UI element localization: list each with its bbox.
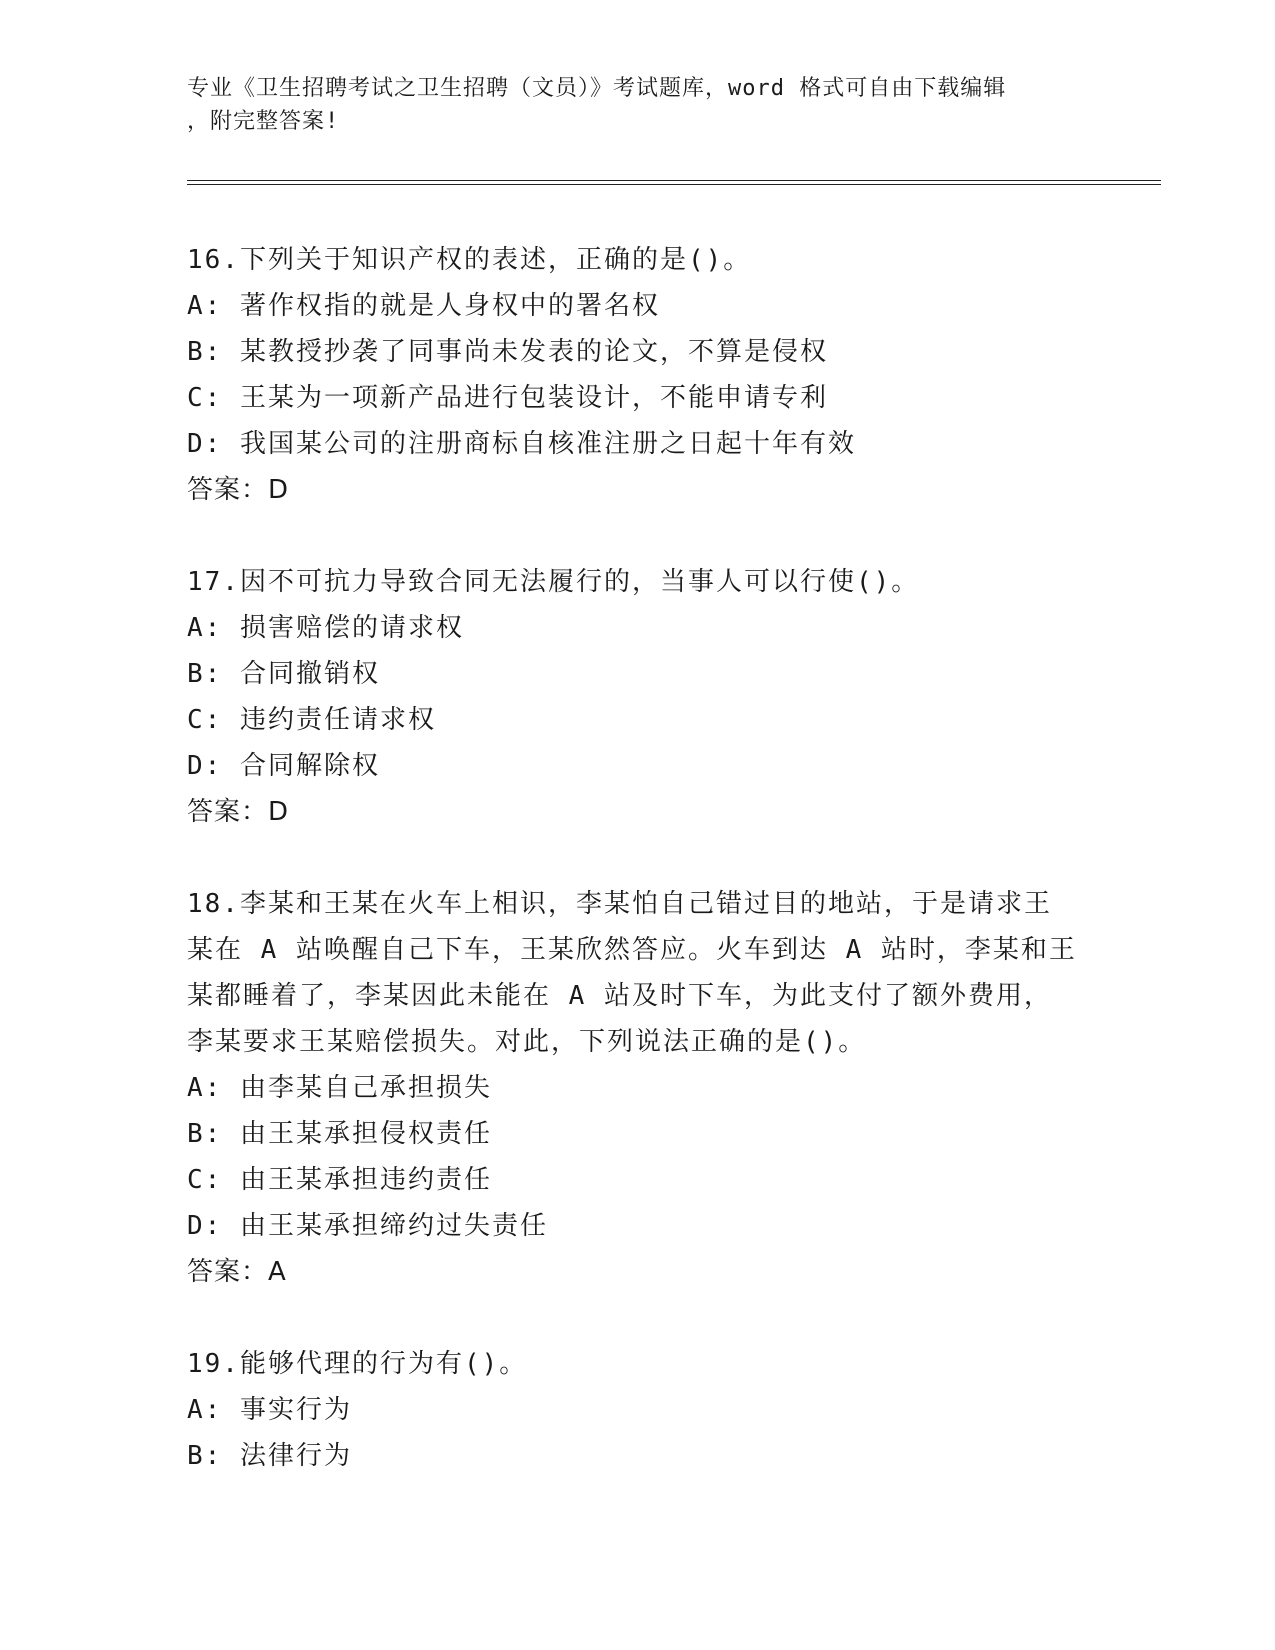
- answer-option: A: 事实行为: [187, 1395, 352, 1425]
- header-divider-top: [187, 180, 1161, 181]
- question-stem: [187, 881, 1087, 1065]
- answer-option: C: 违约责任请求权: [187, 705, 436, 735]
- document-header: [187, 72, 1077, 138]
- question-block: [187, 881, 1087, 1295]
- answer-option: C: 由王某承担违约责任: [187, 1165, 492, 1195]
- answer-option: A: 著作权指的就是人身权中的署名权: [187, 291, 660, 321]
- answer-option: B: 法律行为: [187, 1441, 352, 1471]
- question-stem-line: 18.李某和王某在火车上相识，李某怕自己错过目的地站，于是请求王: [187, 889, 1052, 919]
- header-divider-bottom: [187, 184, 1161, 185]
- answer-key: 答案：D: [187, 475, 290, 505]
- question-stem-line: 某都睡着了，李某因此未能在 A 站及时下车，为此支付了额外费用，: [187, 981, 1052, 1011]
- question-stem: [187, 237, 1087, 283]
- header-line-1: 专业《卫生招聘考试之卫生招聘（文员）》考试题库，word 格式可自由下载编辑: [187, 76, 1007, 101]
- answer-option: B: 由王某承担侵权责任: [187, 1119, 492, 1149]
- question-block: [187, 1341, 1087, 1479]
- question-stem-line: 19.能够代理的行为有()。: [187, 1349, 528, 1379]
- question-list: [187, 237, 1087, 1525]
- question-stem-line: 李某要求王某赔偿损失。对此，下列说法正确的是()。: [187, 1027, 867, 1057]
- answer-option: D: 我国某公司的注册商标自核准注册之日起十年有效: [187, 429, 856, 459]
- answer-key: 答案：A: [187, 1257, 287, 1287]
- question-block: [187, 559, 1087, 835]
- answer-option: B: 合同撤销权: [187, 659, 380, 689]
- header-line-2: ，附完整答案!: [187, 109, 340, 134]
- question-block: [187, 237, 1087, 513]
- answer-option: D: 由王某承担缔约过失责任: [187, 1211, 548, 1241]
- answer-option: A: 损害赔偿的请求权: [187, 613, 464, 643]
- answer-option: B: 某教授抄袭了同事尚未发表的论文，不算是侵权: [187, 337, 828, 367]
- question-stem-line: 16.下列关于知识产权的表述，正确的是()。: [187, 245, 752, 275]
- answer-option: C: 王某为一项新产品进行包装设计，不能申请专利: [187, 383, 828, 413]
- question-stem-line: 某在 A 站唤醒自己下车，王某欣然答应。火车到达 A 站时，李某和王: [187, 935, 1077, 965]
- question-stem: [187, 559, 1087, 605]
- answer-key: 答案：D: [187, 797, 290, 827]
- question-stem-line: 17.因不可抗力导致合同无法履行的，当事人可以行使()。: [187, 567, 920, 597]
- question-stem: [187, 1341, 1087, 1387]
- answer-option: A: 由李某自己承担损失: [187, 1073, 492, 1103]
- answer-option: D: 合同解除权: [187, 751, 380, 781]
